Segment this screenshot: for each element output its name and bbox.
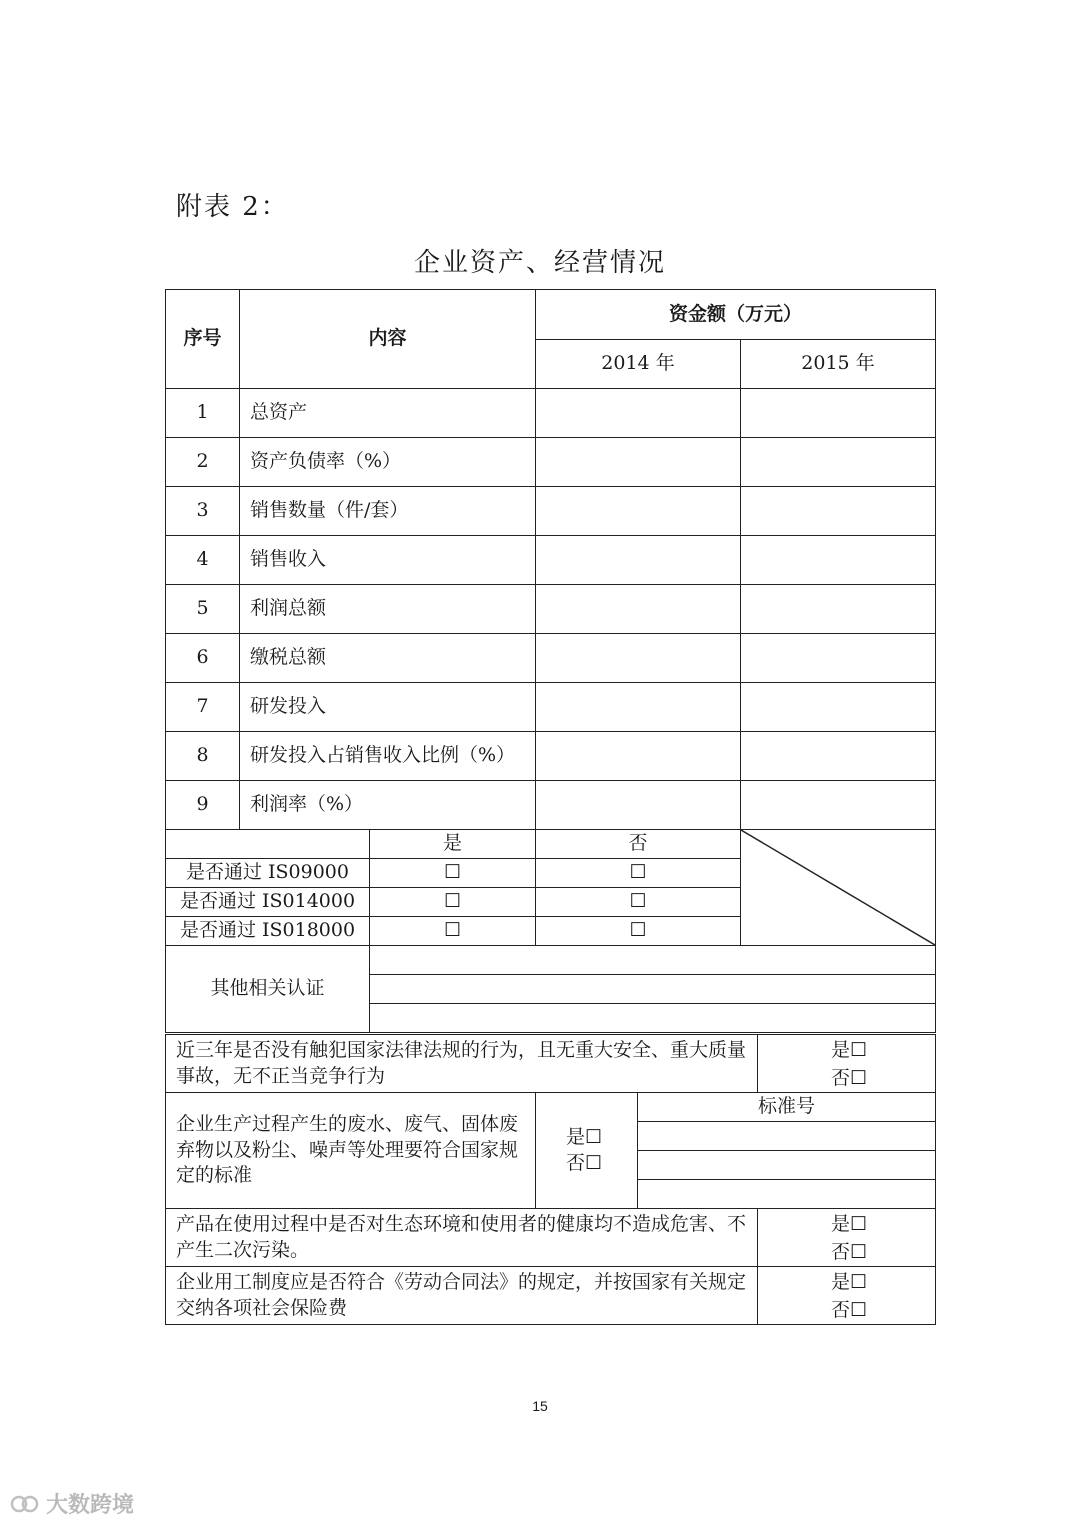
question-3-answer [758,1209,936,1267]
question-2-no-checkbox[interactable]: 否☐ [566,1151,603,1174]
cell-2014[interactable] [536,536,741,585]
question-4-answer [758,1267,936,1325]
cell-2015[interactable] [741,389,936,438]
appendix-label: 附表 2： [176,192,289,222]
iso14000-yes-checkbox[interactable]: ☐ [370,888,536,917]
other-cert-line[interactable] [370,946,936,975]
iso9000-yes-checkbox[interactable]: ☐ [370,859,536,888]
question-2-table [165,1092,936,1209]
cell-2014[interactable] [536,487,741,536]
cell-2014[interactable] [536,683,741,732]
question-3-yes-checkbox[interactable]: 是☐ [830,1212,867,1235]
iso18000-no-checkbox[interactable]: ☐ [536,917,741,946]
watermark-text: 大数跨境 [46,1492,135,1517]
iso14000-no-checkbox[interactable]: ☐ [536,888,741,917]
iso14000-label: 是否通过 IS014000 [166,888,370,917]
question-3-text: 产品在使用过程中是否对生态环境和使用者的健康均不造成危害、不产生二次污染。 [166,1209,758,1267]
row-content: 缴税总额 [240,634,536,683]
iso18000-yes-checkbox[interactable]: ☐ [370,917,536,946]
cell-2015[interactable] [741,683,936,732]
question-4-yes-checkbox[interactable]: 是☐ [830,1270,867,1293]
other-cert-label: 其他相关认证 [166,946,370,1033]
cell-2014[interactable] [536,732,741,781]
other-cert-line[interactable] [370,975,936,1004]
row-content: 总资产 [240,389,536,438]
row-no: 8 [166,732,240,781]
question-2-answer [536,1093,638,1209]
cell-2014[interactable] [536,585,741,634]
iso9000-label: 是否通过 IS09000 [166,859,370,888]
cell-2015[interactable] [741,634,936,683]
iso9000-no-checkbox[interactable]: ☐ [536,859,741,888]
cell-2015[interactable] [741,585,936,634]
watermark [10,1488,134,1519]
question-4-table [165,1266,936,1325]
cell-2015[interactable] [741,487,936,536]
row-content: 研发投入 [240,683,536,732]
certification-table [165,829,936,1033]
row-content: 利润总额 [240,585,536,634]
row-content: 销售收入 [240,536,536,585]
diagonal-line [741,830,935,945]
cell-2014[interactable] [536,781,741,830]
cell-2015[interactable] [741,732,936,781]
empty-header-cell [166,830,370,859]
col-content-header: 内容 [240,290,536,389]
row-no: 5 [166,585,240,634]
standard-no-line[interactable] [638,1180,936,1209]
assets-table [165,289,936,830]
standard-no-line[interactable] [638,1122,936,1151]
col-no-header: 序号 [166,290,240,389]
row-no: 2 [166,438,240,487]
row-content: 资产负债率（%） [240,438,536,487]
question-2-text: 企业生产过程产生的废水、废气、固体废弃物以及粉尘、噪声等处理要符合国家规定的标准 [166,1093,536,1209]
row-content: 研发投入占销售收入比例（%） [240,732,536,781]
cell-2015[interactable] [741,781,936,830]
cell-2015[interactable] [741,536,936,585]
page-title: 企业资产、经营情况 [413,248,666,278]
question-1-yes-checkbox[interactable]: 是☐ [830,1038,867,1061]
other-cert-line[interactable] [370,1004,936,1033]
question-1-no-checkbox[interactable]: 否☐ [830,1066,867,1089]
question-3-no-checkbox[interactable]: 否☐ [830,1240,867,1263]
iso18000-label: 是否通过 IS018000 [166,917,370,946]
no-header: 否 [536,830,741,859]
row-no: 9 [166,781,240,830]
question-1-table [165,1034,936,1093]
diagonal-cell [741,830,936,946]
page-number: 15 [532,1398,548,1414]
cell-2015[interactable] [741,438,936,487]
cell-2014[interactable] [536,389,741,438]
cell-2014[interactable] [536,634,741,683]
cell-2014[interactable] [536,438,741,487]
row-no: 4 [166,536,240,585]
question-2-yes-checkbox[interactable]: 是☐ [566,1125,603,1148]
year-2014-header: 2014 年 [536,340,741,389]
year-2015-header: 2015 年 [741,340,936,389]
question-1-text: 近三年是否没有触犯国家法律法规的行为，且无重大安全、重大质量事故，无不正当竞争行为 [166,1035,758,1093]
row-no: 7 [166,683,240,732]
question-3-table [165,1208,936,1267]
row-content: 利润率（%） [240,781,536,830]
question-4-text: 企业用工制度应是否符合《劳动合同法》的规定，并按国家有关规定交纳各项社会保险费 [166,1267,758,1325]
standard-no-header: 标准号 [638,1093,936,1122]
yes-header: 是 [370,830,536,859]
col-amount-header: 资金额（万元） [536,290,936,340]
standard-no-line[interactable] [638,1151,936,1180]
row-no: 1 [166,389,240,438]
row-no: 3 [166,487,240,536]
row-content: 销售数量（件/套） [240,487,536,536]
question-4-no-checkbox[interactable]: 否☐ [830,1298,867,1321]
watermark-logo-icon [10,1492,40,1516]
question-1-answer [758,1035,936,1093]
row-no: 6 [166,634,240,683]
